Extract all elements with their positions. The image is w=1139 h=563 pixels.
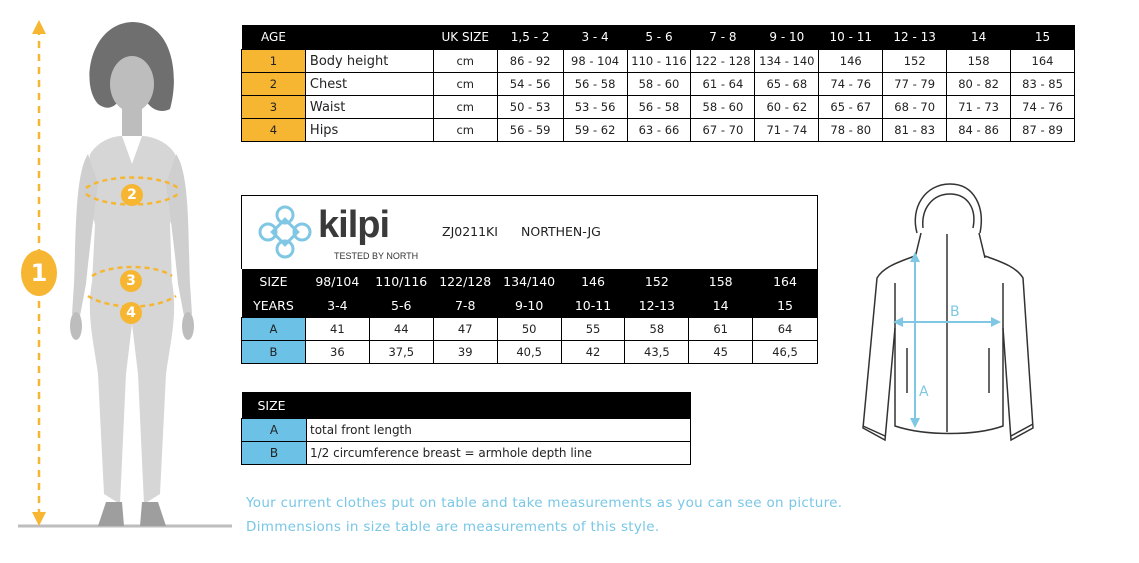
value-cell: 158: [947, 50, 1011, 73]
table-row: [242, 341, 818, 364]
value-cell: 56 - 59: [497, 119, 563, 142]
row-number: 1: [242, 50, 306, 73]
value-cell: 58 - 60: [627, 73, 691, 96]
jacket-measurement-diagram: [855, 178, 1035, 458]
table-row: [242, 318, 818, 341]
years-header: 7-8: [433, 293, 497, 318]
table-row: [242, 96, 1075, 119]
row-number: 3: [242, 96, 306, 119]
years-header: 9-10: [497, 293, 561, 318]
value-cell: 83 - 85: [1011, 73, 1075, 96]
years-header: 10-11: [561, 293, 625, 318]
value-cell: 45: [689, 341, 753, 364]
value-cell: 74 - 76: [819, 73, 883, 96]
value-cell: 164: [1011, 50, 1075, 73]
size-header: 14: [947, 25, 1011, 50]
size-header: 98/104: [305, 269, 369, 293]
kilpi-knot-logo-icon: [256, 204, 314, 260]
size-chart-table: [241, 25, 1075, 142]
value-cell: 71 - 73: [947, 96, 1011, 119]
measurement-key: A: [242, 318, 306, 341]
value-cell: 86 - 92: [497, 50, 563, 73]
years-header: 3-4: [305, 293, 369, 318]
value-cell: 122 - 128: [691, 50, 755, 73]
size-header: 1,5 - 2: [497, 25, 563, 50]
years-header: 14: [689, 293, 753, 318]
value-cell: 58: [625, 318, 689, 341]
row-label: Body height: [305, 50, 433, 73]
brand-logo-text: kilpi: [318, 204, 390, 246]
size-header: 164: [753, 269, 818, 293]
years-row: [242, 293, 818, 318]
value-cell: 53 - 56: [563, 96, 627, 119]
size-header: 3 - 4: [563, 25, 627, 50]
marker-3: 3: [120, 270, 142, 292]
table-row: [242, 50, 1075, 73]
value-cell: 98 - 104: [563, 50, 627, 73]
size-header: 122/128: [433, 269, 497, 293]
value-cell: 40,5: [497, 341, 561, 364]
value-cell: 65 - 67: [819, 96, 883, 119]
value-cell: 50: [497, 318, 561, 341]
table-row: [242, 442, 691, 465]
value-cell: 81 - 83: [883, 119, 947, 142]
value-cell: 58 - 60: [691, 96, 755, 119]
value-cell: 65 - 68: [755, 73, 819, 96]
size-row: [242, 269, 818, 293]
size-header: 146: [561, 269, 625, 293]
value-cell: 56 - 58: [563, 73, 627, 96]
years-header: 12-13: [625, 293, 689, 318]
size-header: 152: [625, 269, 689, 293]
row-number: 4: [242, 119, 306, 142]
unit-cell: cm: [433, 96, 497, 119]
value-cell: 61: [689, 318, 753, 341]
value-cell: 42: [561, 341, 625, 364]
instruction-note: Your current clothes put on table and take measurements as you can see on picture.: [246, 495, 843, 511]
uk-size-header: UK SIZE: [433, 25, 497, 50]
value-cell: 134 - 140: [755, 50, 819, 73]
value-cell: 67 - 70: [691, 119, 755, 142]
value-cell: 87 - 89: [1011, 119, 1075, 142]
table-row: [242, 119, 1075, 142]
marker-2: 2: [121, 184, 143, 206]
value-cell: 56 - 58: [627, 96, 691, 119]
size-header: 12 - 13: [883, 25, 947, 50]
jacket-label-a: A: [919, 384, 929, 400]
product-header: [241, 195, 818, 269]
value-cell: 80 - 82: [947, 73, 1011, 96]
size-header: 134/140: [497, 269, 561, 293]
years-header: 15: [753, 293, 818, 318]
size-header: 5 - 6: [627, 25, 691, 50]
value-cell: 71 - 74: [755, 119, 819, 142]
jacket-label-b: B: [950, 304, 960, 320]
legend-title: SIZE: [242, 392, 691, 419]
size-chart-header-row: [242, 25, 1075, 50]
product-code: ZJ0211KI: [442, 224, 498, 239]
value-cell: 43,5: [625, 341, 689, 364]
value-cell: 41: [305, 318, 369, 341]
value-cell: 54 - 56: [497, 73, 563, 96]
size-header: 9 - 10: [755, 25, 819, 50]
value-cell: 64: [753, 318, 818, 341]
years-header: 5-6: [369, 293, 433, 318]
age-header: AGE: [242, 25, 306, 50]
unit-cell: cm: [433, 73, 497, 96]
value-cell: 55: [561, 318, 625, 341]
value-cell: 47: [433, 318, 497, 341]
value-cell: 59 - 62: [563, 119, 627, 142]
value-cell: 46,5: [753, 341, 818, 364]
value-cell: 74 - 76: [1011, 96, 1075, 119]
legend-key: A: [242, 419, 307, 442]
row-label: Chest: [305, 73, 433, 96]
value-cell: 60 - 62: [755, 96, 819, 119]
value-cell: 61 - 64: [691, 73, 755, 96]
legend-key: B: [242, 442, 307, 465]
size-label: SIZE: [242, 269, 306, 293]
value-cell: 39: [433, 341, 497, 364]
product-size-table: [241, 269, 818, 364]
measurement-key: B: [242, 341, 306, 364]
value-cell: 63 - 66: [627, 119, 691, 142]
size-header: 10 - 11: [819, 25, 883, 50]
size-header: 15: [1011, 25, 1075, 50]
unit-cell: cm: [433, 119, 497, 142]
row-number: 2: [242, 73, 306, 96]
value-cell: 50 - 53: [497, 96, 563, 119]
value-cell: 84 - 86: [947, 119, 1011, 142]
row-label: Hips: [305, 119, 433, 142]
marker-4: 4: [120, 302, 142, 324]
value-cell: 152: [883, 50, 947, 73]
size-header: 7 - 8: [691, 25, 755, 50]
product-name: NORTHEN-JG: [521, 224, 601, 239]
legend-description: 1/2 circumference breast = armhole depth line: [307, 442, 691, 465]
table-row: [242, 73, 1075, 96]
instruction-note: Dimmensions in size table are measurements of this style.: [246, 519, 660, 535]
value-cell: 78 - 80: [819, 119, 883, 142]
legend-header-row: [242, 392, 691, 419]
size-header: 158: [689, 269, 753, 293]
table-row: [242, 419, 691, 442]
value-cell: 44: [369, 318, 433, 341]
marker-1: 1: [21, 250, 57, 296]
legend-description: total front length: [307, 419, 691, 442]
value-cell: 110 - 116: [627, 50, 691, 73]
size-header: 110/116: [369, 269, 433, 293]
value-cell: 77 - 79: [883, 73, 947, 96]
value-cell: 37,5: [369, 341, 433, 364]
years-label: YEARS: [242, 293, 306, 318]
unit-cell: cm: [433, 50, 497, 73]
spacer-header: [305, 25, 433, 50]
value-cell: 68 - 70: [883, 96, 947, 119]
value-cell: 36: [305, 341, 369, 364]
brand-tagline: TESTED BY NORTH: [334, 251, 419, 261]
value-cell: 146: [819, 50, 883, 73]
measurement-legend-table: [241, 392, 691, 465]
row-label: Waist: [305, 96, 433, 119]
